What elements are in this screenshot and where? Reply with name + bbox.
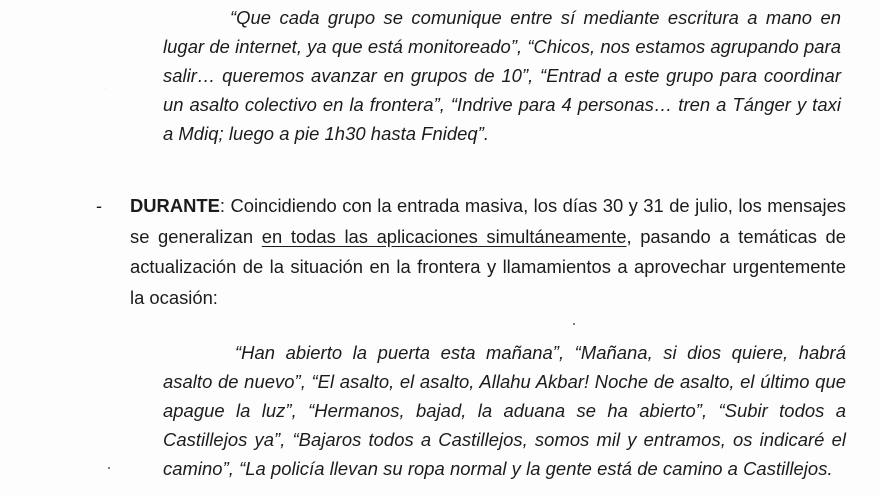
scan-speck <box>108 467 110 469</box>
scan-speck <box>573 323 575 325</box>
bullet-during-paragraph <box>130 191 846 313</box>
underlined-phrase: en todas las aplicaciones simultáneamente <box>261 225 627 247</box>
bullet-label: DURANTE <box>130 195 220 216</box>
bullet-dash: - <box>96 196 102 216</box>
quote-during-paragraph: “Han abierto la puerta esta mañana”, “Mañana, si dios quiere, habrá asalto de nuevo”, “El asalto, el asalto, Allahu Akbar! Noche de asalto, el último que apague la luz”, “Hermanos, bajad, la aduana se ha abierto”, “Subir todos a Castillejos ya”, “Bajaros todos a Castillejos, somos mil y entramos, os indicaré el camino”, “La policía llevan su ropa normal y la gente está de camino a Castillejos. <box>163 342 846 479</box>
bullet-text-tail: , pasando a temáticas de actualización de la situación en la frontera y llamamientos a aprovechar urgentemente la ocasión: <box>130 225 847 308</box>
bullet-text-lead: : Coincidiendo con la entrada masiva, los días 30 y 31 de julio, los mensajes se generalizan <box>130 195 846 247</box>
quote-before-paragraph: “Que cada grupo se comunique entre sí mediante escritura a mano en lugar de internet, ya que está monitoreado”, “Chicos, nos estamos agrupando para salir… queremos avanzar en grupos de 10”, “Entrad a este grupo para coordinar un asalto colectivo en la frontera”, “Indrive para 4 personas… tren a Tánger y taxi a Mdiq; luego a pie 1h30 hasta Fnideq”. <box>163 7 841 144</box>
